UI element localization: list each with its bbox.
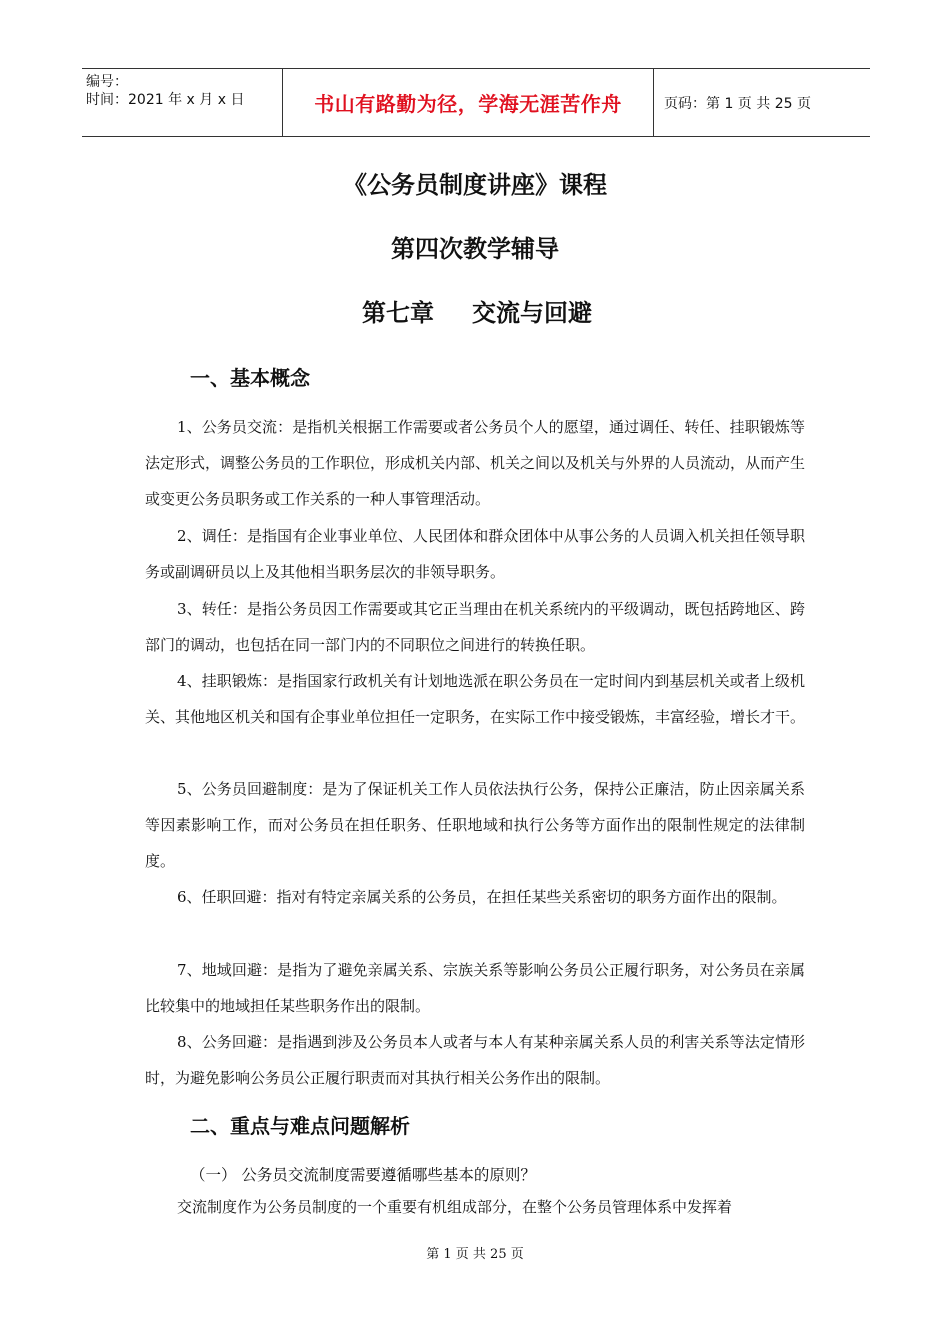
concept-paragraph: 4、挂职锻炼：是指国家行政机关有计划地选派在职公务员在一定时间内到基层机关或者上级机关、其他地区机关和国有企事业单位担任一定职务，在实际工作中接受锻炼，丰富经验，增长才干。 — [145, 672, 806, 726]
page-header — [82, 68, 870, 137]
chapter-name: 交流与回避 — [472, 299, 592, 327]
header-motto: 书山有路勤为径，学海无涯苦作舟 — [282, 69, 654, 136]
course-title: 《公务员制度讲座》课程 — [343, 171, 607, 199]
time-label: 时间：2021 年 x 月 x 日 — [86, 92, 245, 108]
session-title: 第四次教学辅导 — [391, 235, 559, 263]
section-heading-key-issues: 二、重点与难点问题解析 — [190, 1114, 410, 1138]
chapter-title — [0, 298, 950, 328]
concept-paragraph: 6、任职回避：指对有特定亲属关系的公务员，在担任某些关系密切的职务方面作出的限制。 — [177, 888, 787, 906]
sub-heading-principles: （一） 公务员交流制度需要遵循哪些基本的原则？ — [190, 1166, 536, 1184]
chapter-number: 第七章 — [362, 299, 434, 327]
number-label: 编号： — [86, 74, 128, 90]
section-heading-basic-concepts: 一、基本概念 — [190, 366, 310, 390]
body-paragraph: 交流制度作为公务员制度的一个重要有机组成部分，在整个公务员管理体系中发挥着 — [177, 1198, 733, 1216]
concept-paragraph: 2、调任：是指国有企业事业单位、人民团体和群众团体中从事公务的人员调入机关担任领导职务或副调研员以上及其他相当职务层次的非领导职务。 — [145, 527, 805, 581]
page-footer: 第 1 页 共 25 页 — [426, 1247, 524, 1262]
header-page-info: 页码：第 1 页 共 25 页 — [664, 95, 811, 112]
header-meta — [82, 69, 282, 136]
concept-paragraph: 7、地域回避：是指为了避免亲属关系、宗族关系等影响公务员公正履行职务，对公务员在亲属比较集中的地域担任某些职务作出的限制。 — [145, 961, 805, 1015]
concept-paragraph: 8、公务回避：是指遇到涉及公务员本人或者与本人有某种亲属关系人员的利害关系等法定情形时，为避免影响公务员公正履行职责而对其执行相关公务作出的限制。 — [145, 1033, 805, 1087]
concept-paragraph: 3、转任：是指公务员因工作需要或其它正当理由在机关系统内的平级调动，既包括跨地区、跨部门的调动，也包括在同一部门内的不同职位之间进行的转换任职。 — [145, 600, 805, 654]
concept-paragraph: 5、公务员回避制度：是为了保证机关工作人员依法执行公务，保持公正廉洁，防止因亲属关系等因素影响工作，而对公务员在担任职务、任职地域和执行公务等方面作出的限制性规定的法律制度。 — [145, 780, 805, 870]
concept-paragraph: 1、公务员交流：是指机关根据工作需要或者公务员个人的愿望，通过调任、转任、挂职锻炼等法定形式，调整公务员的工作职位，形成机关内部、机关之间以及机关与外界的人员流动，从而产生或变更公务员职务或工作关系的一种人事管理活动。 — [145, 418, 806, 508]
